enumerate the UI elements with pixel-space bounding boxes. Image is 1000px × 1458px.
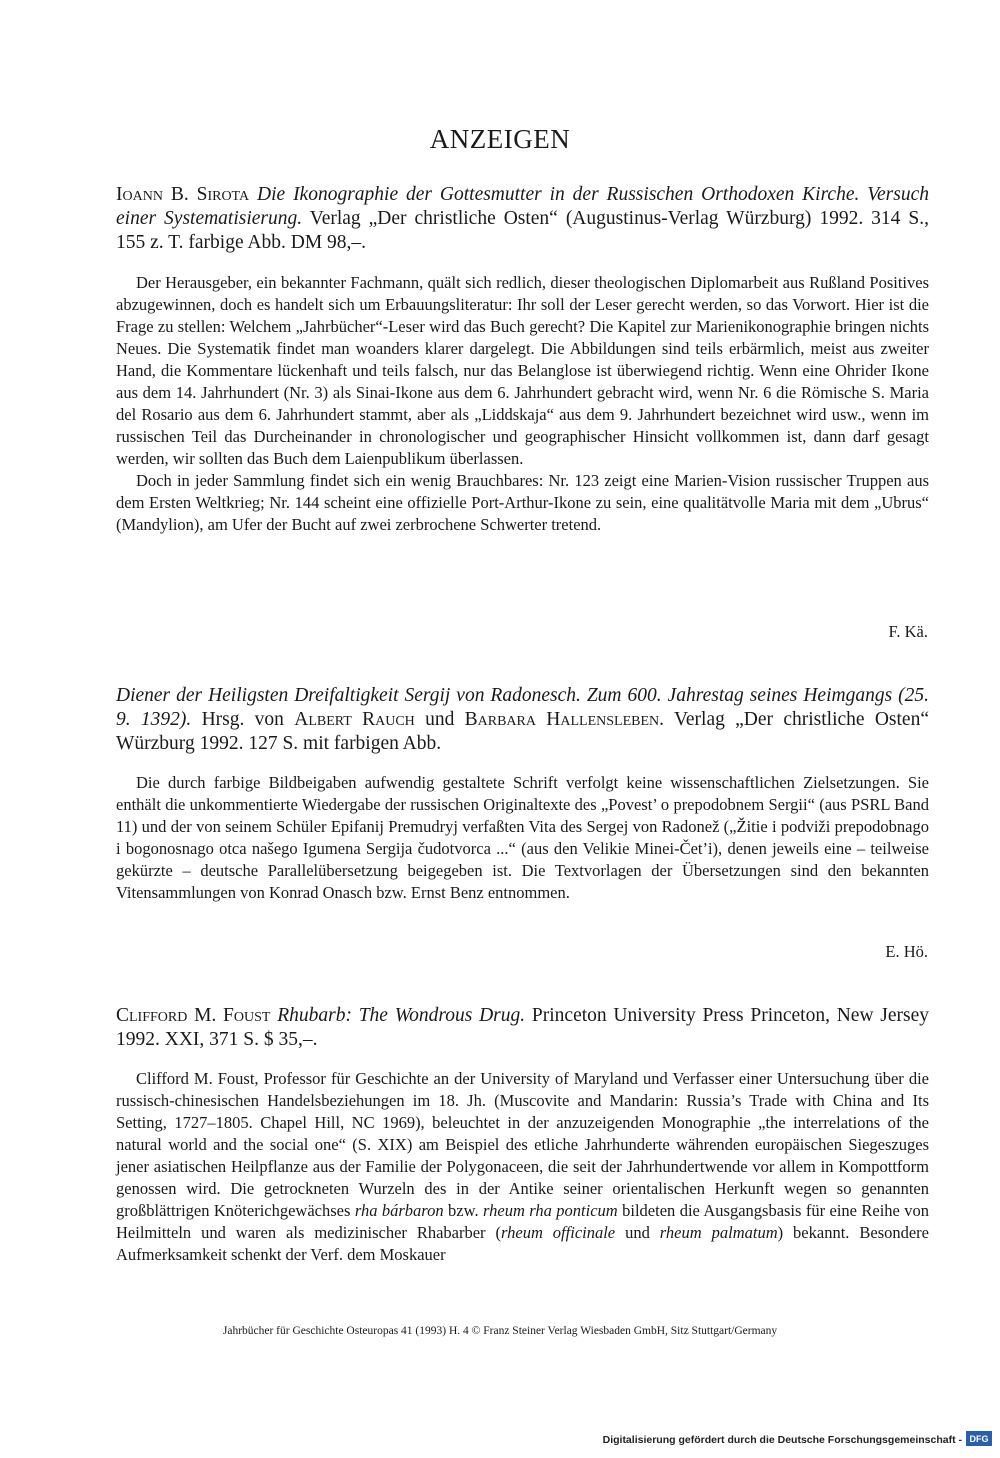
journal-footer: Jahrbücher für Geschichte Osteuropas 41 (1993) H. 4 © Franz Steiner Verlag Wiesbaden GmbH, Sitz Stuttgart/Germany [222,1325,778,1337]
review-3-details: Princeton University Press Princeton, New Jersey 1992. XXI, 371 S. $ 35,–. [116,1005,930,1050]
review-1-heading [116,183,929,255]
review-2-body [116,772,929,904]
review-3-text-2: bzw. [448,1201,479,1220]
review-3-text-1: Clifford M. Foust, Professor für Geschichte an der University of Maryland und Verfasser einer Untersuchung über die russisch-chinesischen Handelsbeziehungen im 18. Jh. (Muscovite and Mandarin: Russia’s Trade with China and Its Setting, 1727–1805. Chapel Hill, NC 1969), beleuchtet in der anzuzeigenden Monographie „the interrelations of the natural world and the social one“ (S. XIX) am Beispiel des etliche Jahrhunderte währenden europäischen Siegeszuges jener asiatischen Heilpflanze aus der Familie der Polygonaceen, die seit der Jahrhundertwende vor allem in Kompottform genossen wird. Die getrockneten Wurzeln des in der Antike seiner orientalischen Herkunft wegen so genannten großblättrigen Knöterichgewächses [116,1069,929,1220]
review-3-paragraph-1 [116,1068,929,1266]
review-3-term-4: rheum palmatum [659,1223,778,1242]
review-3-text-5: ) bekannt. Besondere Aufmerksamkeit schenkt der Verf. dem Moskauer [116,1223,930,1264]
review-1-signature: F. Kä. [888,622,928,641]
review-1-body [116,272,929,536]
page-title: ANZEIGEN [429,124,571,154]
review-2-editor-1: Albert Rauch [294,709,415,730]
digitization-note: Digitalisierung gefördert durch die Deutsche Forschungsgemeinschaft - [602,1434,962,1446]
review-1-title: Die Ikonographie der Gottesmutter in der Russischen Orthodoxen Kirche. Versuch einer Systematisierung. [116,184,930,229]
review-2-details-1: Hrsg. von [201,709,284,730]
review-3-author: Clifford M. Foust [116,1005,271,1026]
review-2-paragraph-1: Die durch farbige Bildbeigaben aufwendig gestaltete Schrift verfolgt keine wissenschaftlichen Zielsetzungen. Sie enthält die unkommentierte Wiedergabe der russischen Originaltexte des „Povest’ o prepodobnem Sergii“ (aus PSRL Band 11) und der von seinem Schüler Epifanij Premudryj verfaßten Vita des Sergej von Radonež („Žitie i podviži prepodobnago i bogonosnago otca našego Igumena Sergija čudotvorca ...“ (aus den Velikie Minei-Čet’i), denen jeweils eine – teilweise gekürzte – deutsche Parallelübersetzung beigegeben ist. Die Textvorlagen der Übersetzungen sind den bekannten Vitensammlungen von Konrad Onasch bzw. Ernst Benz entnommen. [116,773,929,902]
review-2-editor-2: Barbara Hallensleben. [464,709,664,730]
review-2-heading [116,684,929,756]
review-3-heading [116,1004,929,1052]
review-3-term-3: rheum officinale [501,1223,616,1242]
review-3-term-1: rha bárbaron [354,1201,444,1220]
review-2-signature: E. Hö. [885,942,928,961]
review-2-title: Diener der Heiligsten Dreifaltigkeit Sergij von Radonesch. Zum 600. Jahrestag seines Heimgangs (25. 9. 1392). [116,685,929,730]
review-3-body [116,1068,929,1266]
review-1-details: Verlag „Der christliche Osten“ (Augustinus-Verlag Würzburg) 1992. 314 S., 155 z. T. farbige Abb. DM 98,–. [116,208,929,253]
dfg-logo-icon: DFG [966,1431,992,1446]
review-3-term-2: rheum rha ponticum [483,1201,618,1220]
review-3-text-4: und [625,1223,650,1242]
review-1-paragraph-1: Der Herausgeber, ein bekannter Fachmann, quält sich redlich, dieser theologischen Diplomarbeit aus Rußland Positives abzugewinnen, doch es handelt sich um Erbauungsliteratur: Ihr soll der Leser gerecht werden, so das Vorwort. Hier ist die Frage zu stellen: Welchem „Jahrbücher“-Leser wird das Buch gerecht? Die Kapitel zur Marienikonographie bringen nichts Neues. Die Systematik findet man woanders klarer dargelegt. Die Abbildungen sind teils erbärmlich, meist aus zweiter Hand, die Kommentare lückenhaft und teils falsch, nur das Belanglose ist überwiegend richtig. Wenn eine Ohrider Ikone aus dem 14. Jahrhundert (Nr. 3) als Sinai-Ikone aus dem 6. Jahrhundert gebracht wird, wenn Nr. 6 die Römische S. Maria del Rosario aus dem 6. Jahrhundert stammt, aber als „Liddskaja“ aus dem 9. Jahrhundert bezeichnet wird usw., wenn im russischen Teil das Durcheinander in chronologischer und geographischer Hinsicht vollkommen ist, dann darf gesagt werden, wir sollten das Buch dem Laienpublikum überlassen. [116,273,929,468]
review-3-title: Rhubarb: The Wondrous Drug. [277,1005,526,1026]
review-2-details-3: Verlag „Der christliche Osten“ Würzburg 1992. 127 S. mit farbigen Abb. [116,709,929,754]
review-1-paragraph-2: Doch in jeder Sammlung findet sich ein wenig Brauchbares: Nr. 123 zeigt eine Marien-Vision russischer Truppen aus dem Ersten Weltkrieg; Nr. 144 scheint eine offizielle Port-Arthur-Ikone zu sein, eine qualitätvolle Maria mit dem „Ubrus“ (Mandylion), am Ufer der Bucht auf zwei zerbrochene Schwerter tretend. [116,471,929,534]
review-1-author: Ioann B. Sirota [116,184,250,205]
review-3-text-3: bildeten die Ausgangsbasis für eine Reihe von Heilmitteln und waren als medizinischer Rhabarber ( [116,1201,930,1242]
review-2-details-2: und [425,709,455,730]
